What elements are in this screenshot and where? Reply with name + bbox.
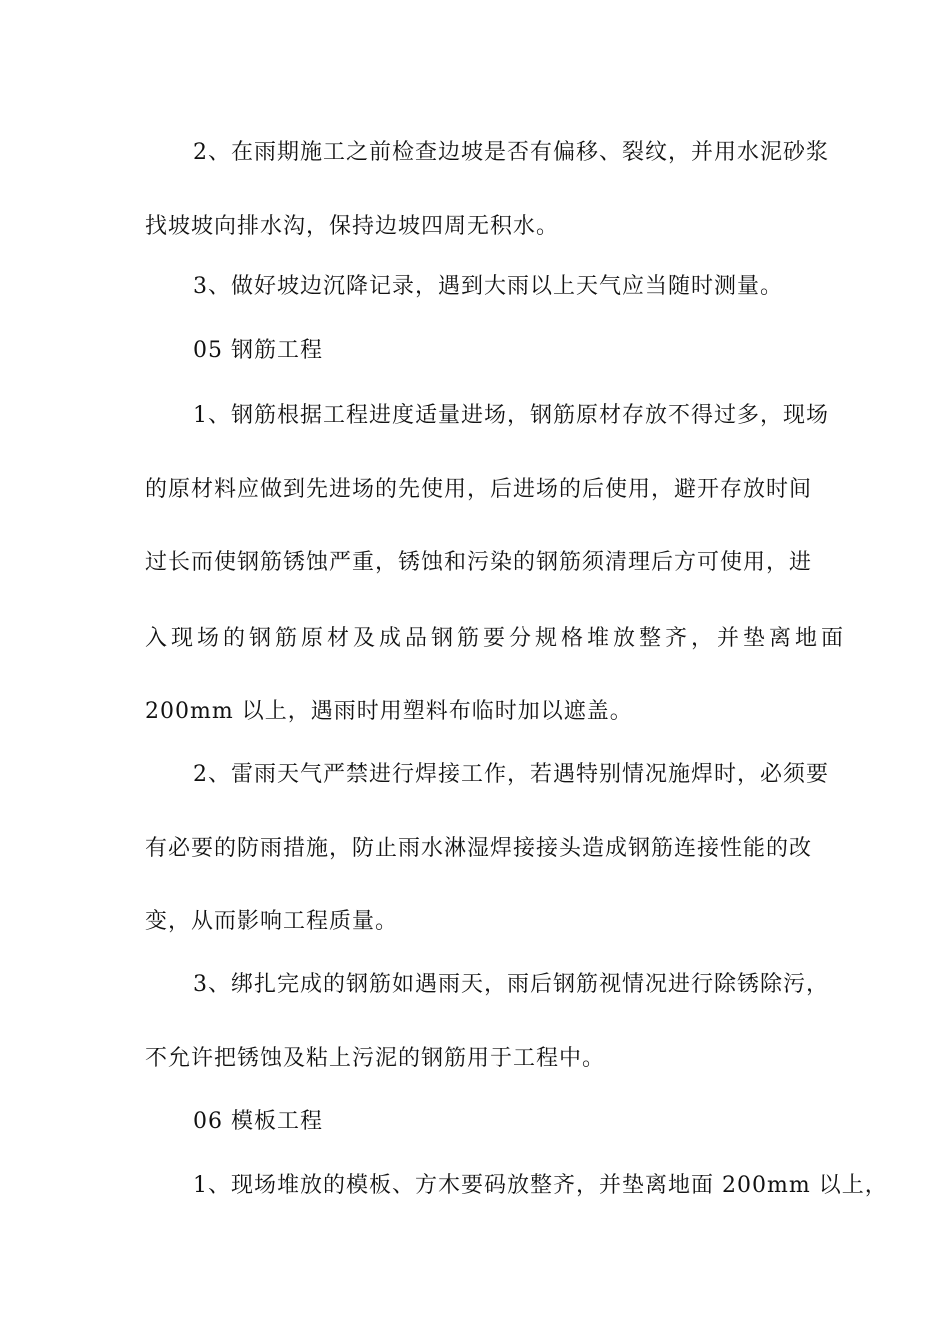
paragraph-line: 2、雷雨天气严禁进行焊接工作，若遇特别情况施焊时，必须要 (193, 762, 829, 787)
paragraph-line: 200mm 以上，遇雨时用塑料布临时加以遮盖。 (145, 699, 633, 724)
paragraph-line: 有必要的防雨措施，防止雨水淋湿焊接接头造成钢筋连接性能的改 (145, 836, 813, 861)
paragraph-line: 入现场的钢筋原材及成品钢筋要分规格堆放整齐，并垫离地面 (145, 626, 848, 651)
paragraph-line: 3、做好坡边沉降记录，遇到大雨以上天气应当随时测量。 (193, 274, 783, 299)
paragraph-line: 变，从而影响工程质量。 (145, 909, 399, 934)
paragraph-line: 找坡坡向排水沟，保持边坡四周无积水。 (145, 214, 560, 239)
paragraph-line: 过长而使钢筋锈蚀严重，锈蚀和污染的钢筋须清理后方可使用，进 (145, 550, 813, 575)
paragraph-line: 的原材料应做到先进场的先使用，后进场的后使用，避开存放时间 (145, 477, 813, 502)
paragraph-line: 1、现场堆放的模板、方木要码放整齐，并垫离地面 200mm 以上， (193, 1173, 888, 1198)
section-heading: 06 模板工程 (193, 1109, 323, 1134)
paragraph-line: 2、在雨期施工之前检查边坡是否有偏移、裂纹，并用水泥砂浆 (193, 140, 829, 165)
paragraph-line: 3、绑扎完成的钢筋如遇雨天，雨后钢筋视情况进行除锈除污， (193, 972, 829, 997)
paragraph-line: 1、钢筋根据工程进度适量进场，钢筋原材存放不得过多，现场 (193, 403, 829, 428)
section-heading: 05 钢筋工程 (193, 338, 323, 363)
paragraph-line: 不允许把锈蚀及粘上污泥的钢筋用于工程中。 (145, 1046, 606, 1071)
